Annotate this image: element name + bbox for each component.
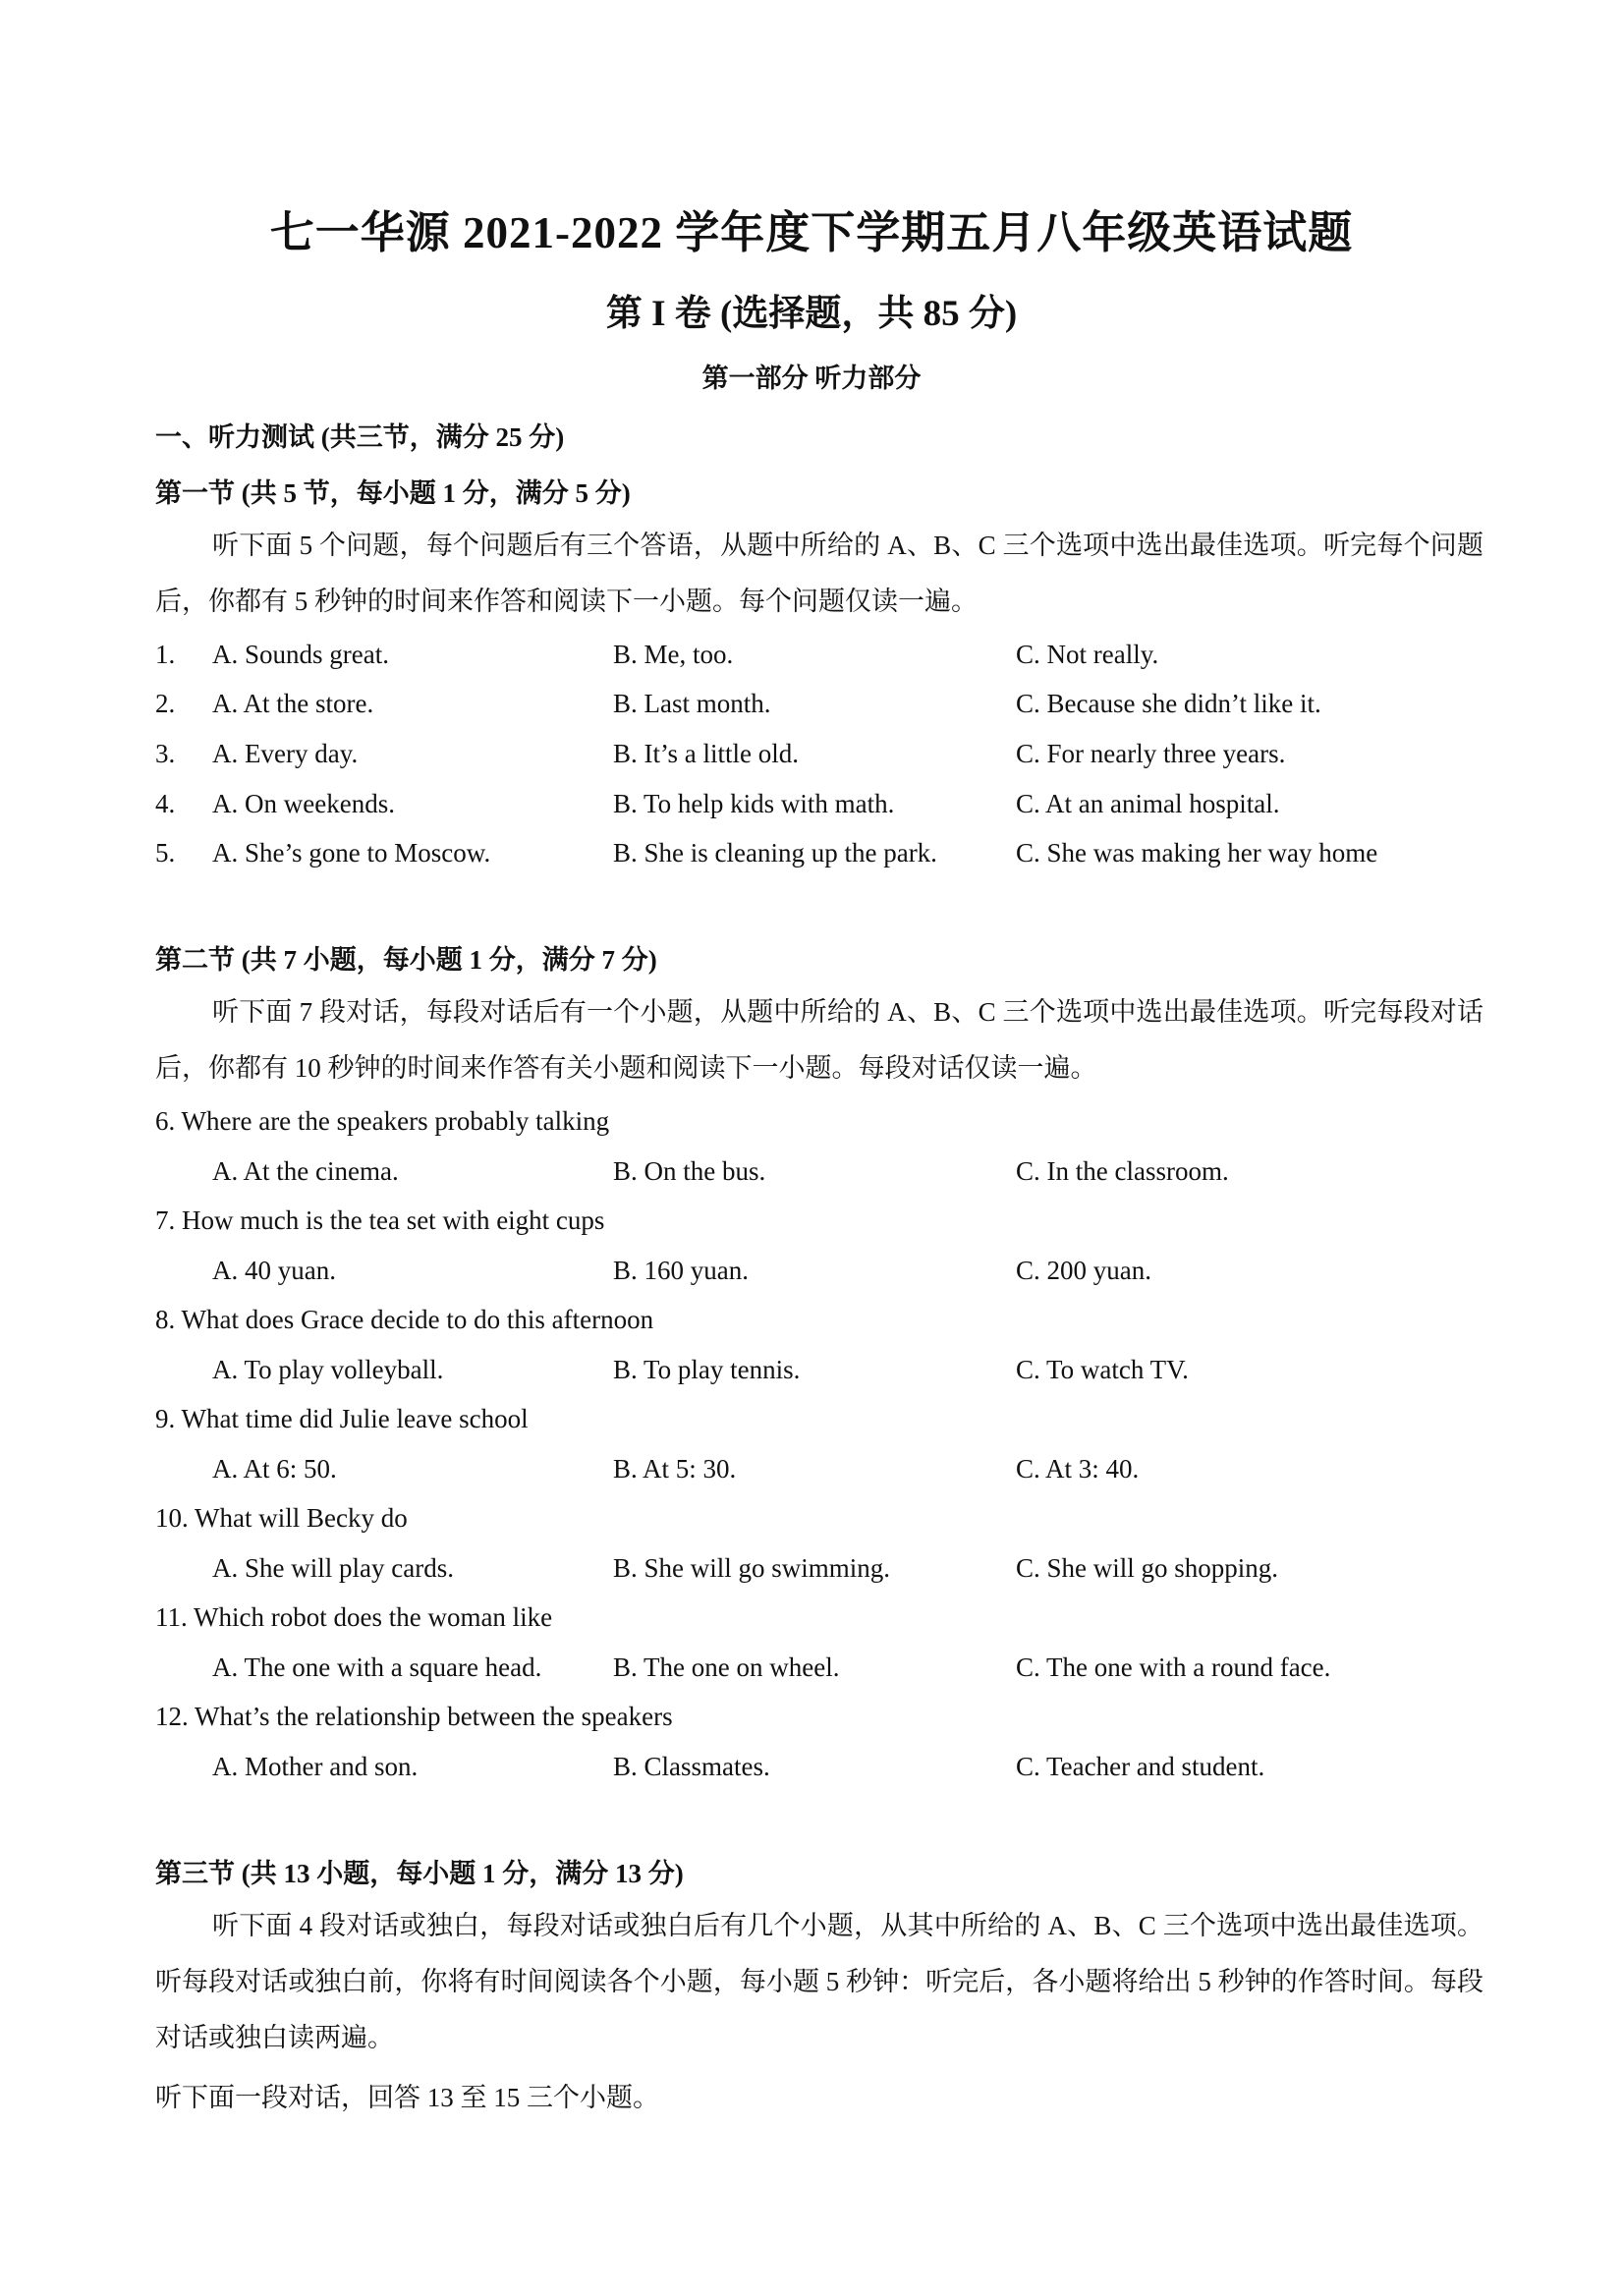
option-row [155, 1553, 1491, 1593]
option-a: A. The one with a square head. [212, 1652, 542, 1682]
option-b: B. The one on wheel. [613, 1652, 840, 1682]
question-text: 12. What’s the relationship between the speakers [155, 1702, 673, 1731]
option-a: A. She’s gone to Moscow. [212, 838, 491, 868]
option-a: A. She will play cards. [212, 1553, 454, 1583]
question-text: 11. Which robot does the woman like [155, 1602, 553, 1632]
section3-heading: 第三节 (共 13 小题，每小题 1 分，满分 13 分) [155, 1859, 684, 1888]
item-number: 1. [155, 640, 176, 669]
option-c: C. Not really. [1016, 640, 1159, 669]
option-b: B. At 5: 30. [613, 1454, 737, 1484]
option-b: B. On the bus. [613, 1156, 766, 1186]
listening-item [155, 689, 1491, 728]
section3-instructions: 听下面 4 段对话或独白，每段对话或独白后有几个小题，从其中所给的 A、B、C 三个选项中选出最佳选项。听每段对话或独白前，你将有时间阅读各个小题，每小题 5 秒钟：听完后，各小题将给出 5 秒钟的作答时间。每段对话或独白读两遍。 [155, 1911, 1483, 2052]
option-c: C. She will go shopping. [1016, 1553, 1279, 1583]
listening-item [155, 838, 1491, 877]
listening-item [155, 640, 1491, 679]
option-row [155, 1652, 1491, 1692]
option-a: A. To play volleyball. [212, 1355, 444, 1384]
option-b: B. To help kids with math. [613, 789, 895, 818]
item-number: 4. [155, 789, 176, 818]
option-row [155, 1156, 1491, 1196]
option-a: A. At the store. [212, 689, 374, 718]
option-c: C. At 3: 40. [1016, 1454, 1140, 1484]
option-b: B. She will go swimming. [613, 1553, 891, 1583]
item-number: 2. [155, 689, 176, 718]
option-b: B. Last month. [613, 689, 771, 718]
option-c: C. The one with a round face. [1016, 1652, 1331, 1682]
option-c: C. Because she didn’t like it. [1016, 689, 1321, 718]
exam-title: 七一华源 2021-2022 学年度下学期五月八年级英语试题 [269, 208, 1354, 257]
option-a: A. 40 yuan. [212, 1256, 336, 1285]
option-a: A. Sounds great. [212, 640, 389, 669]
option-b: B. Classmates. [613, 1752, 770, 1781]
section2-heading: 第二节 (共 7 小题，每小题 1 分，满分 7 分) [155, 945, 657, 975]
option-a: A. Mother and son. [212, 1752, 419, 1781]
option-b: B. To play tennis. [613, 1355, 801, 1384]
option-c: C. At an animal hospital. [1016, 789, 1280, 818]
option-row [155, 1355, 1491, 1394]
section2-instructions: 听下面 7 段对话，每段对话后有一个小题，从题中所给的 A、B、C 三个选项中选出最佳选项。听完每段对话后，你都有 10 秒钟的时间来作答有关小题和阅读下一小题。每段对话仅读一遍。 [155, 997, 1483, 1083]
question-text: 8. What does Grace decide to do this afternoon [155, 1305, 654, 1334]
option-row [155, 1752, 1491, 1791]
option-c: C. Teacher and student. [1016, 1752, 1265, 1781]
item-number: 5. [155, 838, 176, 868]
listening-item [155, 739, 1491, 778]
section3-note: 听下面一段对话，回答 13 至 15 三个小题。 [155, 2083, 659, 2112]
section-main-heading: 一、听力测试 (共三节，满分 25 分) [155, 422, 565, 452]
option-a: A. At the cinema. [212, 1156, 399, 1186]
section1-instructions: 听下面 5 个问题，每个问题后有三个答语，从题中所给的 A、B、C 三个选项中选出最佳选项。听完每个问题后，你都有 5 秒钟的时间来作答和阅读下一小题。每个问题仅读一遍。 [155, 531, 1483, 616]
option-b: B. She is cleaning up the park. [613, 838, 937, 868]
exam-subtitle: 第 I 卷 (选择题，共 85 分) [605, 294, 1018, 334]
question-text: 9. What time did Julie leave school [155, 1404, 529, 1433]
option-c: C. 200 yuan. [1016, 1256, 1151, 1285]
option-b: B. 160 yuan. [613, 1256, 749, 1285]
listening-item [155, 789, 1491, 828]
section1-heading: 第一节 (共 5 节，每小题 1 分，满分 5 分) [155, 478, 631, 508]
option-c: C. She was making her way home [1016, 838, 1378, 868]
question-text: 6. Where are the speakers probably talking [155, 1106, 610, 1136]
option-b: B. It’s a little old. [613, 739, 799, 768]
option-a: A. On weekends. [212, 789, 395, 818]
part-title: 第一部分 听力部分 [701, 364, 922, 393]
item-number: 3. [155, 739, 176, 768]
question-text: 7. How much is the tea set with eight cups [155, 1205, 605, 1235]
option-c: C. In the classroom. [1016, 1156, 1229, 1186]
option-b: B. Me, too. [613, 640, 734, 669]
option-row [155, 1256, 1491, 1295]
option-c: C. To watch TV. [1016, 1355, 1189, 1384]
option-a: A. Every day. [212, 739, 359, 768]
option-row [155, 1454, 1491, 1493]
option-c: C. For nearly three years. [1016, 739, 1286, 768]
option-a: A. At 6: 50. [212, 1454, 337, 1484]
question-text: 10. What will Becky do [155, 1503, 408, 1533]
